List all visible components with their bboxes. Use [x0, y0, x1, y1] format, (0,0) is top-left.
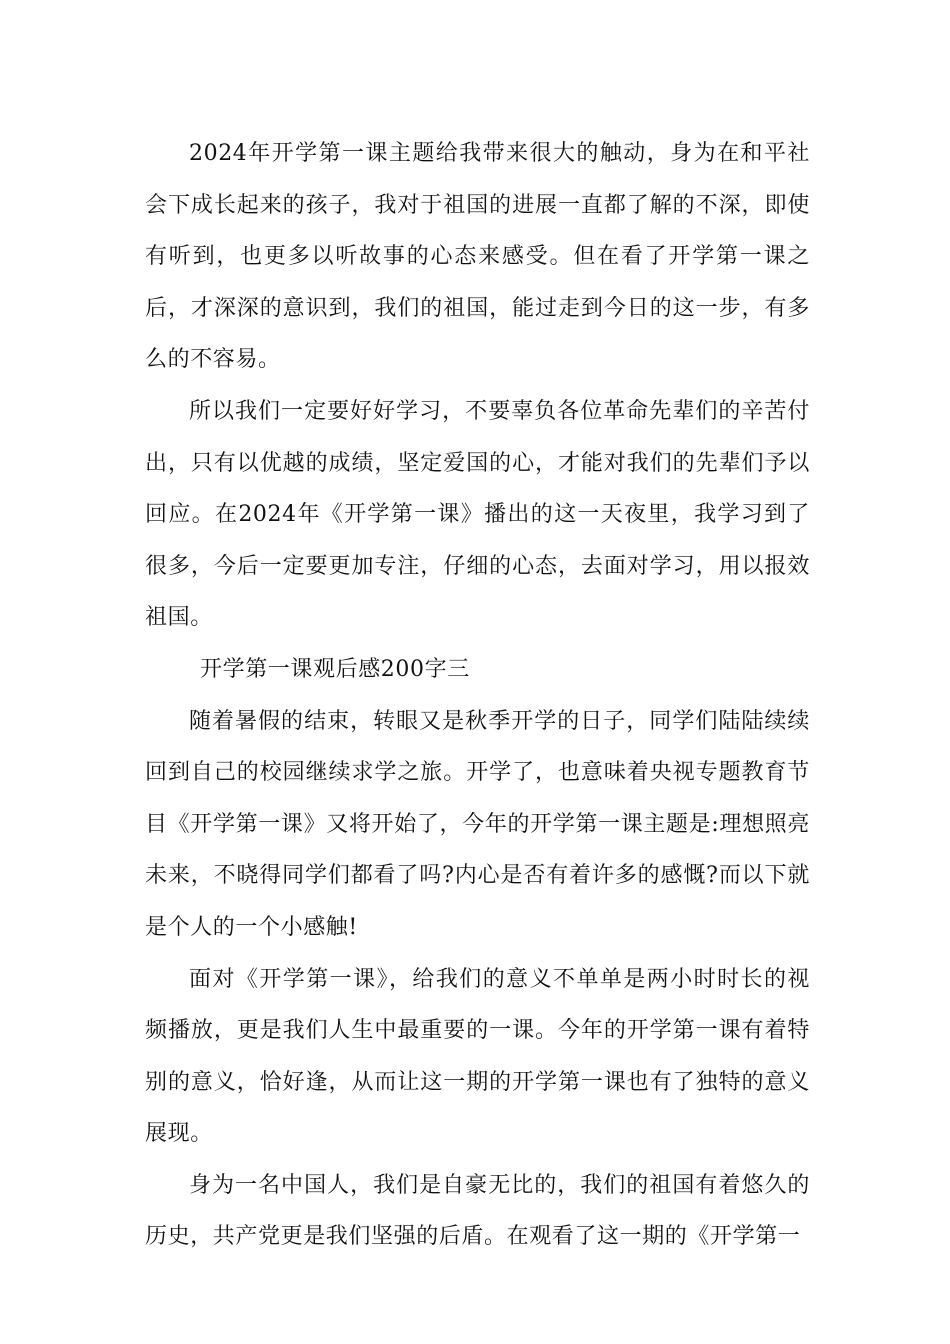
document-body: [145, 128, 810, 1263]
paragraph-4: 面对《开学第一课》，给我们的意义不单单是两小时时长的视频播放，更是我们人生中最重要的一课。今年的开学第一课有着特别的意义，恰好逢，从而让这一期的开学第一课也有了独特的意义展现。: [145, 966, 810, 1147]
paragraph-2: 所以我们一定要好好学习，不要辜负各位革命先辈们的辛苦付出，只有以优越的成绩，坚定爱国的心，才能对我们的先辈们予以回应。在2024年《开学第一课》播出的这一天夜里，我学习到了很多，今后一定要更加专注，仔细的心态，去面对学习，用以报效祖国。: [145, 398, 810, 631]
paragraph-1: 2024年开学第一课主题给我带来很大的触动，身为在和平社会下成长起来的孩子，我对于祖国的进展一直都了解的不深，即使有听到，也更多以听故事的心态来感受。但在看了开学第一课之后，才深深的意识到，我们的祖国，能过走到今日的这一步，有多么的不容易。: [145, 141, 810, 373]
section-heading: 开学第一课观后感200字三: [200, 656, 470, 682]
paragraph-3: 随着暑假的结束，转眼又是秋季开学的日子，同学们陆陆续续回到自己的校园继续求学之旅。开学了，也意味着央视专题教育节目《开学第一课》又将开始了，今年的开学第一课主题是:理想照亮未来，不晓得同学们都看了吗?内心是否有着许多的感慨?而以下就是个人的一个小感触!: [145, 708, 810, 940]
paragraph-5: 身为一名中国人，我们是自豪无比的，我们的祖国有着悠久的历史，共产党更是我们坚强的后盾。在观看了这一期的《开学第一: [145, 1172, 810, 1250]
